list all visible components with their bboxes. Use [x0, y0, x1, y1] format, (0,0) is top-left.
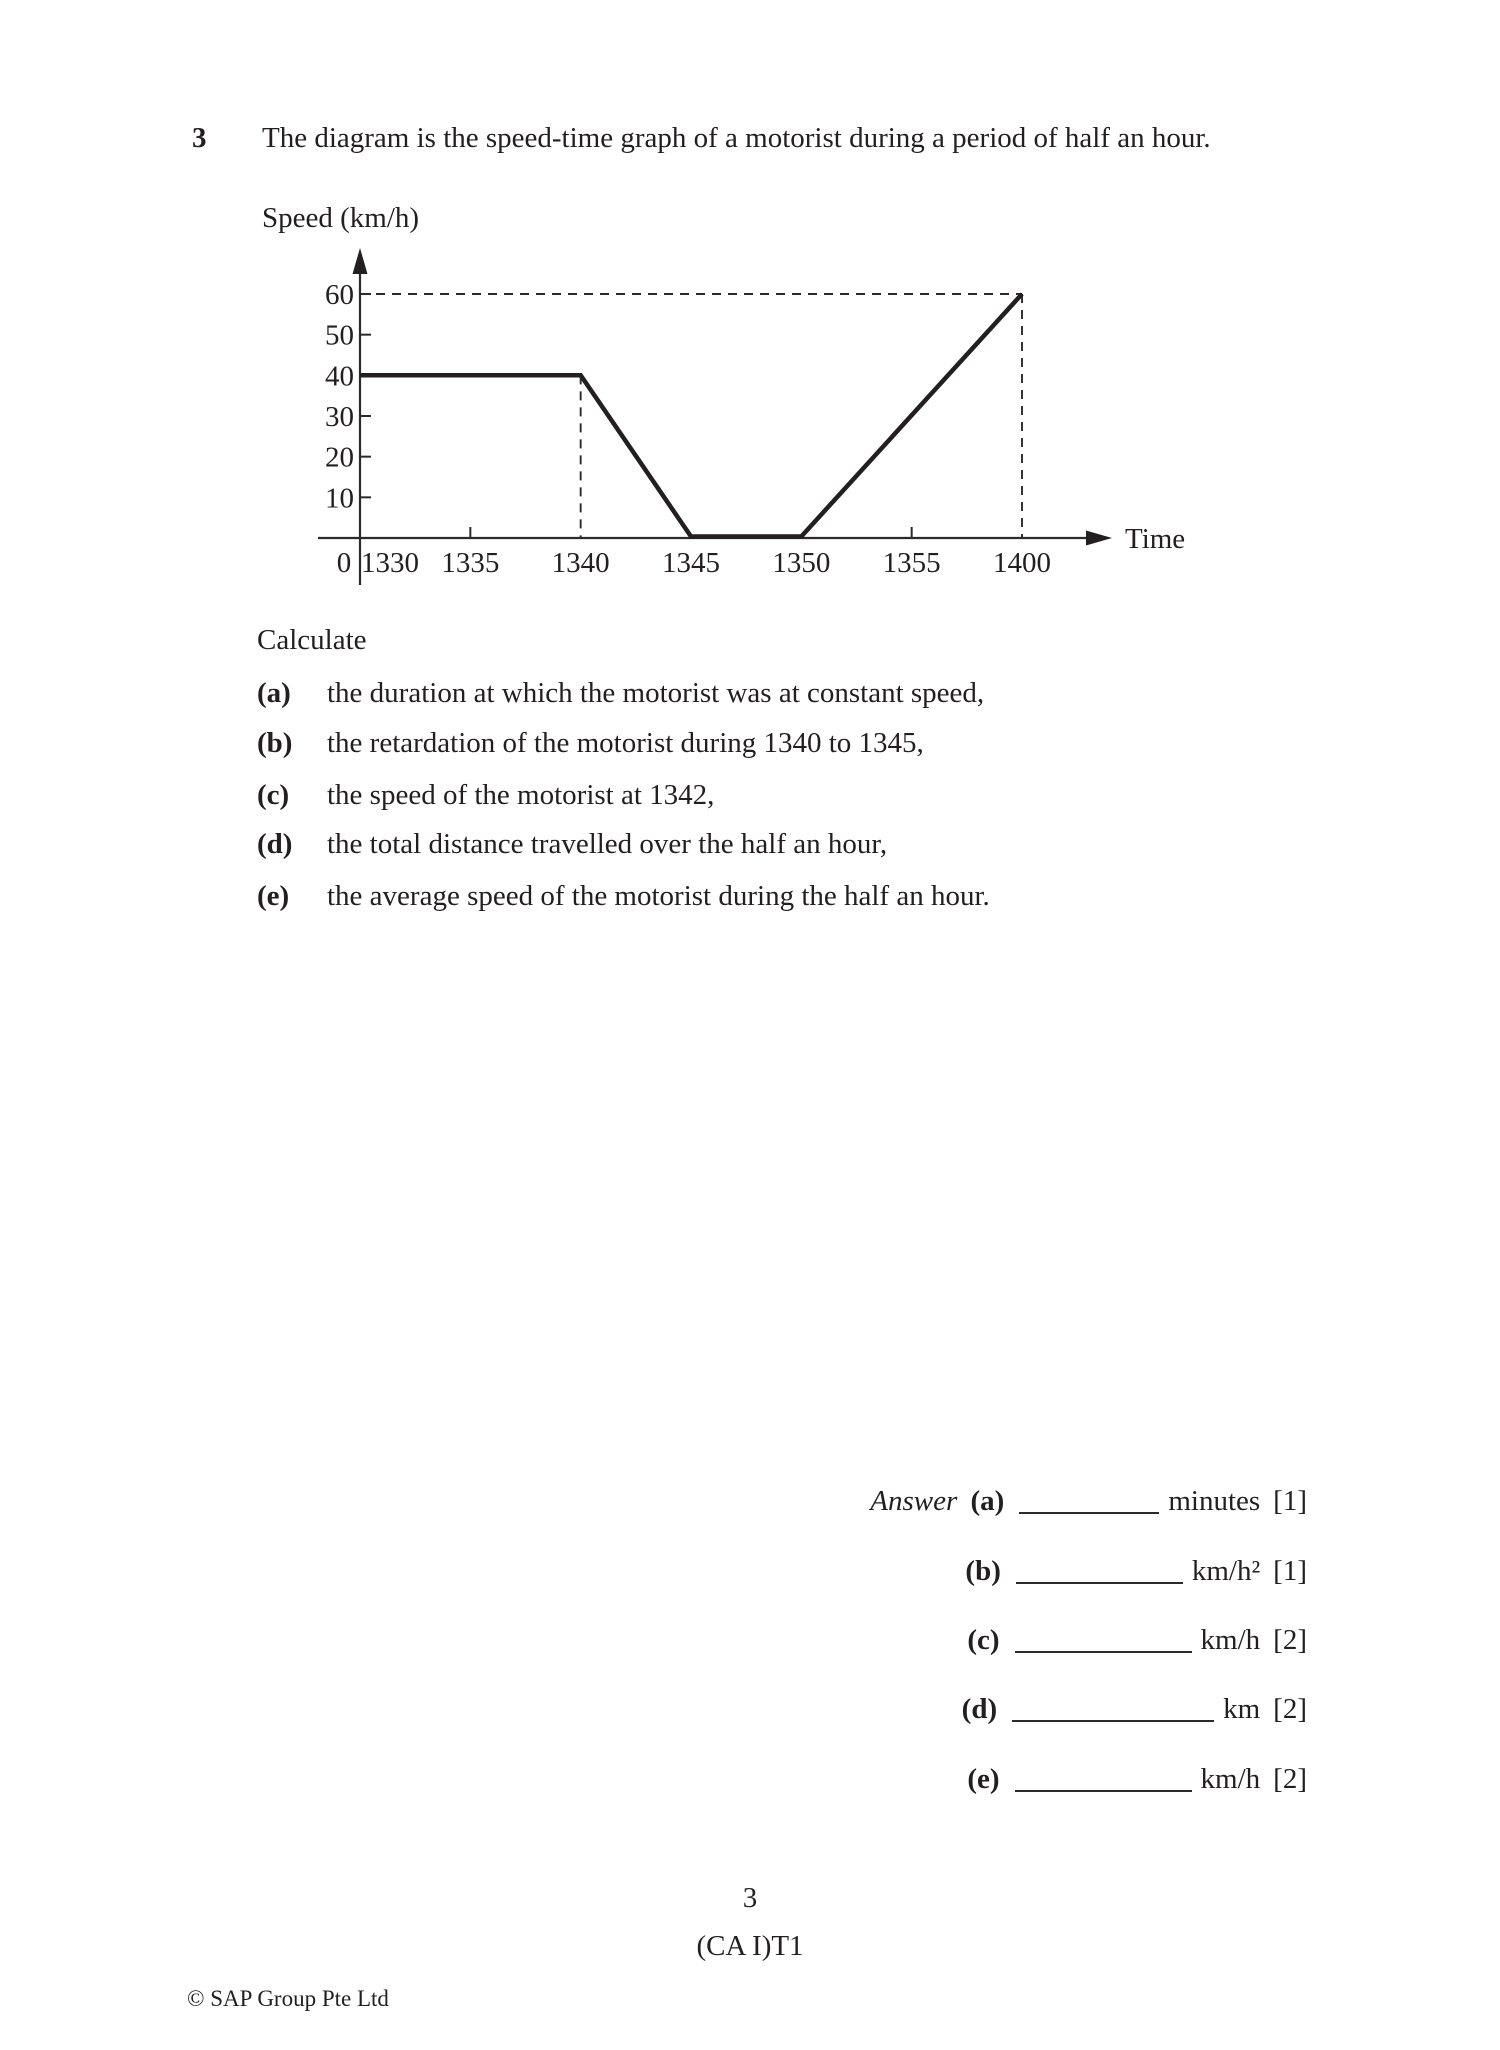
answer-label: (d) — [961, 1693, 998, 1725]
answer-blank — [1015, 1790, 1192, 1792]
answer-blank — [1012, 1720, 1214, 1722]
answer-row-d — [962, 1693, 1307, 1727]
answer-row-a — [870, 1485, 1307, 1519]
item-text: the retardation of the motorist during 1340 to 1345, — [327, 727, 924, 759]
x-axis-title: Time — [1125, 523, 1186, 555]
answer-blank — [1015, 1651, 1192, 1653]
question-item-c — [257, 779, 714, 813]
answer-unit: km/h — [1200, 1763, 1261, 1795]
question-item-e — [257, 880, 990, 914]
question-number: 3 — [192, 122, 207, 154]
y-tick-label: 40 — [325, 360, 354, 393]
paper-code: (CA I)T1 — [696, 1930, 804, 1962]
answer-marks: [1] — [1273, 1485, 1307, 1517]
speed-time-graph — [0, 0, 1500, 640]
y-axis-tick-labels — [325, 279, 354, 514]
x-tick-label: 1340 — [551, 547, 610, 579]
answer-row-e — [967, 1763, 1307, 1797]
x-axis-arrow-icon — [1086, 531, 1112, 546]
origin-zero-label: 0 — [336, 547, 352, 579]
y-axis-title: Speed (km/h) — [262, 202, 420, 234]
x-tick-label: 1355 — [882, 547, 941, 579]
x-tick-label: 1400 — [993, 547, 1052, 579]
answer-label: (a) — [970, 1485, 1005, 1517]
speed-curve — [360, 294, 1022, 537]
item-label: (a) — [257, 677, 291, 709]
item-text: the duration at which the motorist was at constant speed, — [327, 677, 985, 709]
calculate-heading: Calculate — [257, 624, 367, 656]
answer-row-b — [965, 1555, 1307, 1589]
answer-blank — [1019, 1512, 1159, 1514]
item-label: (d) — [257, 828, 293, 860]
answer-unit: km — [1223, 1693, 1261, 1725]
answer-marks: [2] — [1273, 1693, 1307, 1725]
question-item-a — [257, 677, 984, 711]
x-tick-label: 1330 — [361, 547, 419, 579]
answer-marks: [2] — [1273, 1624, 1307, 1656]
answer-row-c — [967, 1624, 1307, 1658]
y-tick-label: 50 — [325, 319, 354, 352]
answer-unit: minutes — [1168, 1485, 1261, 1517]
answer-marks: [1] — [1273, 1555, 1307, 1587]
dashed-guides — [360, 294, 1022, 538]
x-tick-label: 1335 — [441, 547, 500, 579]
y-tick-label: 30 — [325, 400, 354, 433]
x-tick-label: 1350 — [772, 547, 831, 579]
answer-label: (b) — [965, 1555, 1001, 1587]
answer-marks: [2] — [1273, 1763, 1307, 1795]
answer-unit: km/h² — [1191, 1555, 1261, 1587]
x-axis-tick-labels — [361, 547, 1051, 579]
copyright-notice: © SAP Group Pte Ltd — [187, 1986, 389, 2011]
item-text: the average speed of the motorist during the half an hour. — [327, 880, 990, 912]
question-item-b — [257, 727, 924, 761]
answer-blank — [1016, 1582, 1183, 1584]
y-tick-label: 10 — [325, 482, 354, 515]
y-axis-ticks — [360, 294, 371, 497]
question-title: The diagram is the speed-time graph of a motorist during a period of half an hour. — [262, 122, 1211, 154]
item-text: the speed of the motorist at 1342, — [327, 779, 715, 811]
x-tick-label: 1345 — [662, 547, 721, 579]
y-tick-label: 60 — [325, 278, 354, 311]
item-label: (e) — [257, 880, 290, 912]
item-text: the total distance travelled over the half an hour, — [327, 828, 888, 860]
page-number: 3 — [742, 1882, 758, 1914]
item-label: (b) — [257, 727, 293, 759]
answer-unit: km/h — [1200, 1624, 1261, 1656]
item-label: (c) — [257, 779, 290, 811]
answer-prefix: Answer — [870, 1485, 958, 1517]
answer-label: (c) — [967, 1624, 1000, 1656]
y-tick-label: 20 — [325, 441, 354, 474]
y-axis-arrow-icon — [353, 248, 368, 274]
question-item-d — [257, 828, 887, 862]
answer-label: (e) — [967, 1763, 1000, 1795]
